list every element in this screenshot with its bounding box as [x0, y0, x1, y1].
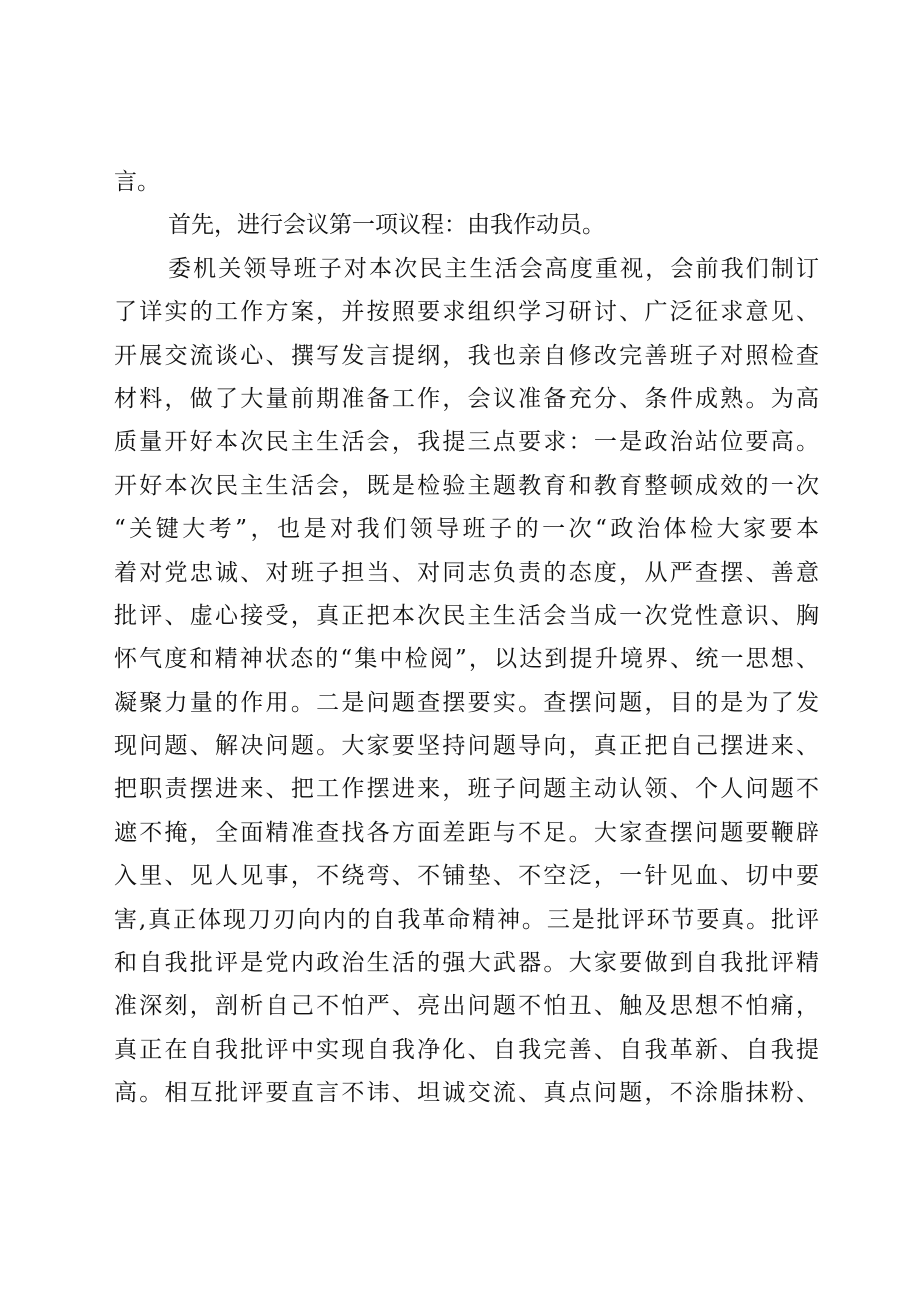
text-line: 遮不掩，全面精准查找各方面差距与不足。大家查摆问题要鞭辟: [114, 819, 819, 846]
text-line: 怀气度和精神状态的“集中检阅”，以达到提升境界、统一思想、: [114, 646, 819, 673]
text-line: 真正在自我批评中实现自我净化、自我完善、自我革新、自我提: [114, 1036, 819, 1063]
text-line: 高。相互批评要直言不讳、坦诚交流、真点问题，不涂脂抹粉、: [114, 1080, 819, 1107]
text-line: 首先，进行会议第一项议程：由我作动员。: [168, 212, 605, 239]
text-line: 和自我批评是党内政治生活的强大武器。大家要做到自我批评精: [114, 950, 819, 977]
text-line: 把职责摆进来、把工作摆进来，班子问题主动认领、个人问题不: [114, 776, 819, 803]
text-line: 材料，做了大量前期准备工作，会议准备充分、条件成熟。为高: [114, 385, 819, 412]
text-line: 质量开好本次民主生活会，我提三点要求：一是政治站位要高。: [114, 429, 819, 456]
text-line: “关键大考”，也是对我们领导班子的一次“政治体检大家要本: [114, 516, 819, 543]
text-line: 言。: [114, 169, 160, 195]
text-line: 了详实的工作方案，并按照要求组织学习研讨、广泛征求意见、: [114, 299, 819, 326]
text-line: 批评、虚心接受，真正把本次民主生活会当成一次党性意识、胸: [114, 602, 819, 629]
text-line: 害,真正体现刀刃向内的自我革命精神。三是批评环节要真。批评: [114, 906, 819, 933]
text-line: 入里、见人见事，不绕弯、不铺垫、不空泛，一针见血、切中要: [114, 863, 819, 890]
text-line: 开好本次民主生活会，既是检验主题教育和教育整顿成效的一次: [114, 472, 819, 499]
text-line: 准深刻，剖析自己不怕严、亮出问题不怕丑、触及思想不怕痛，: [114, 993, 819, 1020]
text-line: 现问题、解决问题。大家要坚持问题导向，真正把自己摆进来、: [114, 733, 819, 760]
text-line: 开展交流谈心、撰写发言提纲，我也亲自修改完善班子对照检查: [114, 342, 819, 369]
body-text: [114, 161, 819, 1116]
text-line: 凝聚力量的作用。二是问题查摆要实。查摆问题，目的是为了发: [114, 689, 819, 716]
text-line: 委机关领导班子对本次民主生活会高度重视，会前我们制订: [168, 255, 819, 282]
text-line: 着对党忠诚、对班子担当、对同志负责的态度，从严查摆、善意: [114, 559, 819, 586]
